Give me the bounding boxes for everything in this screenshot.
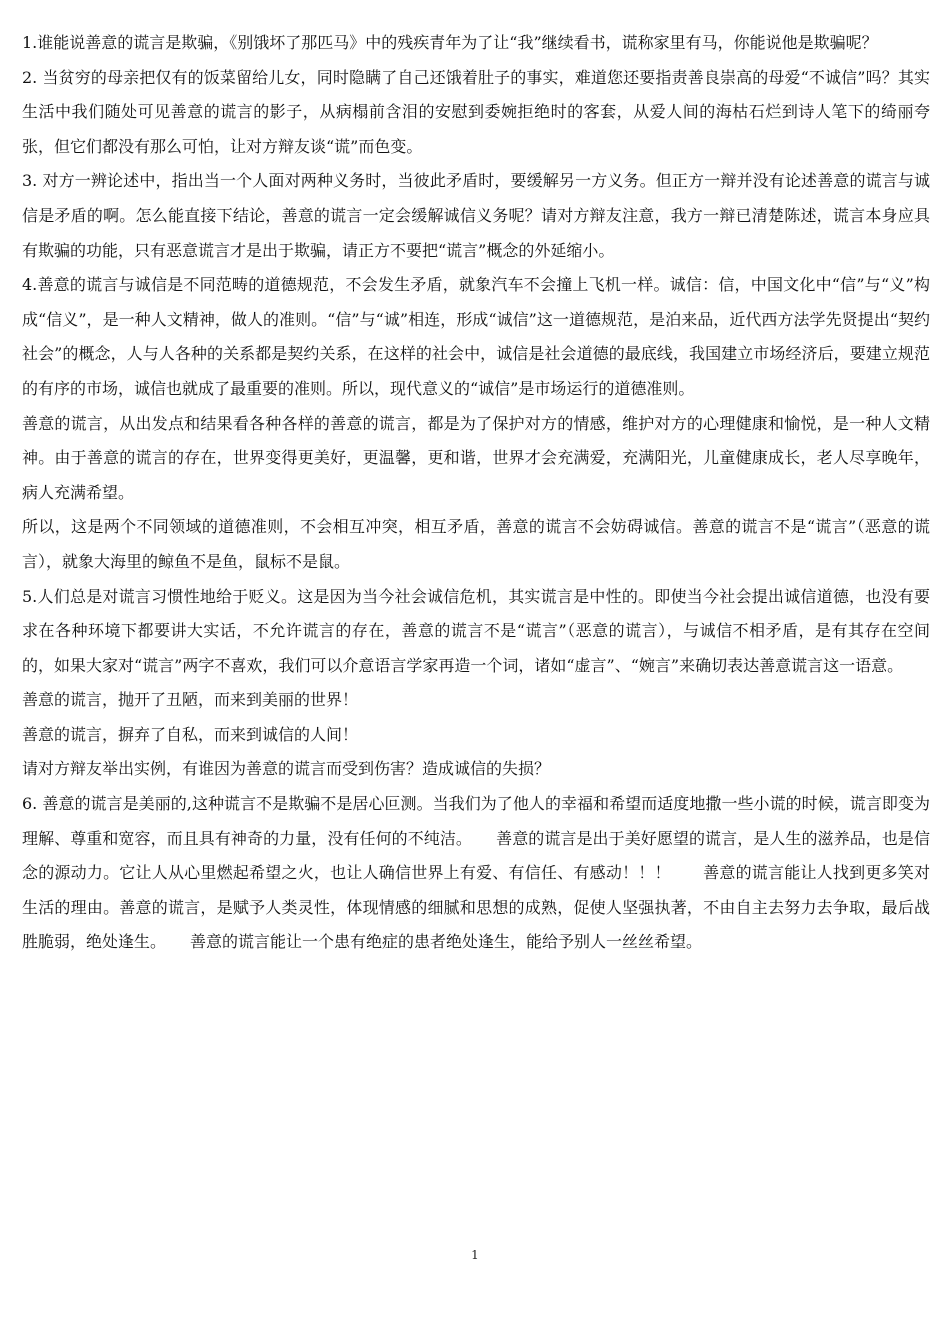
paragraph-8: 善意的谎言，抛开了丑陋，而来到美丽的世界！ bbox=[22, 690, 359, 710]
paragraph-3: 3. 对方一辨论述中，指出当一个人面对两种义务时，当彼此矛盾时，要缓解另一方义务。但正方一辩并没有论述善意的谎言与诚信是矛盾的啊。怎么能直接下结论，善意的谎言一定会缓解诚信义务呢？请对方辩友注意，我方一辩已清楚陈述，谎言本身应具有欺骗的功能，只有恶意谎言才是出于欺骗，请正方不要把“谎言”概念的外延缩小。 bbox=[22, 171, 930, 260]
paragraph-7: 5.人们总是对谎言习惯性地给于贬义。这是因为当今社会诚信危机，其实谎言是中性的。即使当今社会提出诚信道德，也没有要求在各种环境下都要讲大实话，不允许谎言的存在，善意的谎言不是“谎言”（恶意的谎言），与诚信不相矛盾，是有其存在空间的，如果大家对“谎言”两字不喜欢，我们可以介意语言学家再造一个词，诸如“虚言”、“婉言”来确切表达善意谎言这一语意。 bbox=[22, 586, 930, 675]
paragraph-11: 6. 善意的谎言是美丽的,这种谎言不是欺骗不是居心叵测。当我们为了他人的幸福和希望而适度地撒一些小谎的时候，谎言即变为理解、尊重和宽容，而且具有神奇的力量，没有任何的不纯洁。 善意的谎言是出于美好愿望的谎言，是人生的滋养品，也是信念的源动力。它让人从心里燃起希望之火，也让人确信世界上有爱、有信任、有感动！！！ 善意的谎言能让人找到更多笑对生活的理由。善意的谎言，是赋予人类灵性，体现情感的细腻和思想的成熟，促使人坚强执著，不由自主去努力去争取，最后战胜脆弱，绝处逢生。 善意的谎言能让一个患有绝症的患者绝处逢生，能给予别人一丝丝希望。 bbox=[22, 794, 930, 952]
paragraph-10: 请对方辩友举出实例，有谁因为善意的谎言而受到伤害？造成诚信的失损？ bbox=[22, 759, 551, 779]
paragraph-2: 2. 当贫穷的母亲把仅有的饭菜留给儿女，同时隐瞒了自己还饿着肚子的事实，难道您还要指责善良崇高的母爱“不诚信”吗？其实生活中我们随处可见善意的谎言的影子，从病榻前含泪的安慰到委婉拒绝时的客套，从爱人间的海枯石烂到诗人笔下的绮丽夸张，但它们都没有那么可怕，让对方辩友谈“谎”而色变。 bbox=[22, 67, 930, 156]
paragraph-6: 所以，这是两个不同领域的道德准则，不会相互冲突，相互矛盾，善意的谎言不会妨碍诚信。善意的谎言不是“谎言”（恶意的谎言），就象大海里的鲸鱼不是鱼，鼠标不是鼠。 bbox=[22, 517, 930, 571]
document-body bbox=[22, 26, 930, 960]
paragraph-5: 善意的谎言，从出发点和结果看各种各样的善意的谎言，都是为了保护对方的情感，维护对方的心理健康和愉悦，是一种人文精神。由于善意的谎言的存在，世界变得更美好，更温馨，更和谐，世界才会充满爱，充满阳光，儿童健康成长，老人尽享晚年，病人充满希望。 bbox=[22, 413, 930, 502]
paragraph-9: 善意的谎言，摒弃了自私，而来到诚信的人间！ bbox=[22, 724, 359, 744]
page-number: 1 bbox=[471, 1248, 479, 1262]
paragraph-4: 4.善意的谎言与诚信是不同范畴的道德规范，不会发生矛盾，就象汽车不会撞上飞机一样。诚信：信，中国文化中“信”与“义”构成“信义”，是一种人文精神，做人的准则。“信”与“诚”相连，形成“诚信”这一道德规范，是泊来品，近代西方法学先贤提出“契约社会”的概念，人与人各种的关系都是契约关系，在这样的社会中，诚信是社会道德的最底线，我国建立市场经济后，要建立规范的有序的市场，诚信也就成了最重要的准则。所以，现代意义的“诚信”是市场运行的道德准则。 bbox=[22, 275, 930, 398]
paragraph-1: 1.谁能说善意的谎言是欺骗，《别饿坏了那匹马》中的残疾青年为了让“我”继续看书，谎称家里有马，你能说他是欺骗呢？ bbox=[22, 33, 878, 52]
